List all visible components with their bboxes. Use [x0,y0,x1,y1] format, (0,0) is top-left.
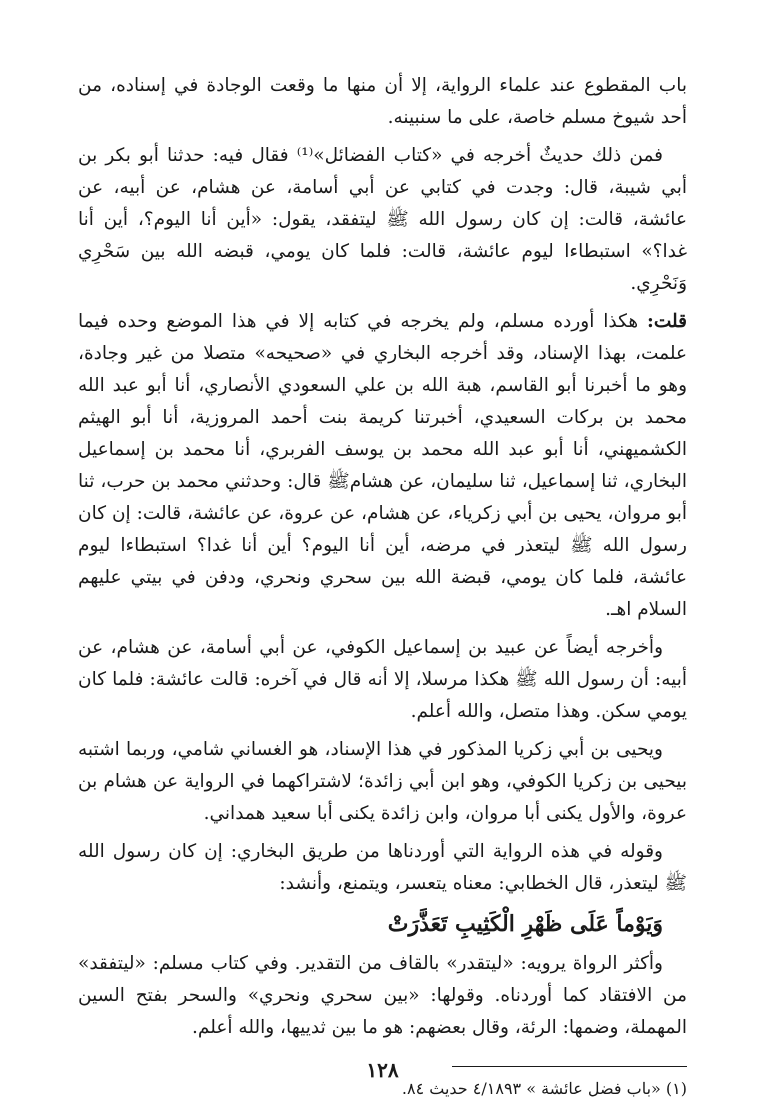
paragraph-6: وقوله في هذه الرواية التي أوردناها من طريق البخاري: إن كان رسول الله ﷺ ليتعذر، قال الخطابي: معناه يتعسر، ويتمنع، وأنشد: [78,841,687,894]
paragraph-4: وأخرجه أيضاً عن عبيد بن إسماعيل الكوفي، عن أبي أسامة، عن هشام، عن أبيه: أن رسول الله ﷺ هكذا مرسلا، إلا أنه قال في آخره: قالت عائشة: فلما كان يومي سكن. وهذا متصل، والله أعلم. [78,637,687,722]
paragraph-1: باب المقطوع عند علماء الرواية، إلا أن منها ما وقعت الوجادة في إسناده، من أحد شيوخ مسلم خاصة، على ما سنبينه. [78,75,687,128]
paragraph-3: قلت: هكذا أورده مسلم، ولم يخرجه في كتابه إلا في هذا الموضع وحده فيما علمت، بهذا الإسناد، وقد أخرجه البخاري في «صحيحه» متصلا من غير وجادة، وهو ما أخبرنا أبو القاسم، هبة الله بن علي السعودي الأنصاري، أنا أبو عبد الله محمد بن بركات السعيدي، أخبرتنا كريمة بنت أحمد المروزية، أنا أبو الهيثم الكشميهني، أنا أبو عبد الله محمد بن يوسف الفربري، أنا محمد بن إسماعيل البخاري، ثنا إسماعيل، ثنا سليمان، عن هشامﷺ قال: وحدثني محمد بن حرب، ثنا أبو مروان، يحيى بن أبي زكرياء، عن هشام، عن عروة، عن عائشة، قالت: إن كان رسول الله ﷺ ليتعذر في مرضه، أين أنا اليوم؟ أين أنا غدا؟ استبطاءا ليوم عائشة، فلما كان يومي، قبضة الله بين سحري ونحري، ودفن في بيتي عليهم السلام اهـ. [78,311,687,620]
paragraph-5: ويحيى بن أبي زكريا المذكور في هذا الإسناد، هو الغساني شامي، وربما اشتبه بيحيى بن زكريا الكوفي، وهو ابن أبي زائدة؛ لاشتراكهما في الرواية عن هشام بن عروة، والأول يكنى أبا مروان، وابن زائدة يكنى أبا سعيد همداني. [78,739,687,824]
lead-word: قلت: [647,311,687,332]
paragraph-2: فمن ذلك حديثٌ أخرجه في «كتاب الفضائل»⁽¹⁾ فقال فيه: حدثنا أبو بكر بن أبي شيبة، قال: وجدت في كتابي عن أبي أسامة، عن هشام، عن أبيه، عن عائشة، قالت: إن كان رسول الله ﷺ ليتفقد، يقول: «أين أنا اليوم؟، أين أنا غدا؟» استبطاءا ليوم عائشة، قالت: فلما كان يومي، قبضه الله بين سَحْرِي وَنَحْرِي. [78,145,687,294]
poetry-verse: وَيَوْماً عَلَى ظَهْرِ الْكَثِيبِ تَعَذَّرَتْ [387,911,663,937]
page-number: ١٢٨ [366,1058,399,1082]
footnote: (١) «باب فضل عائشة » ٤/١٨٩٣ حديث ٨٤. [401,1079,687,1098]
paragraph-7: وأكثر الرواة يرويه: «ليتقدر» بالقاف من التقدير. وفي كتاب مسلم: «ليتفقد» من الافتقاد كما أوردناه. وقولها: «بين سحري ونحري» والسحر بفتح السين المهملة، وضمها: الرئة، وقال بعضهم: هو ما بين ثدييها، والله أعلم. [78,953,687,1038]
